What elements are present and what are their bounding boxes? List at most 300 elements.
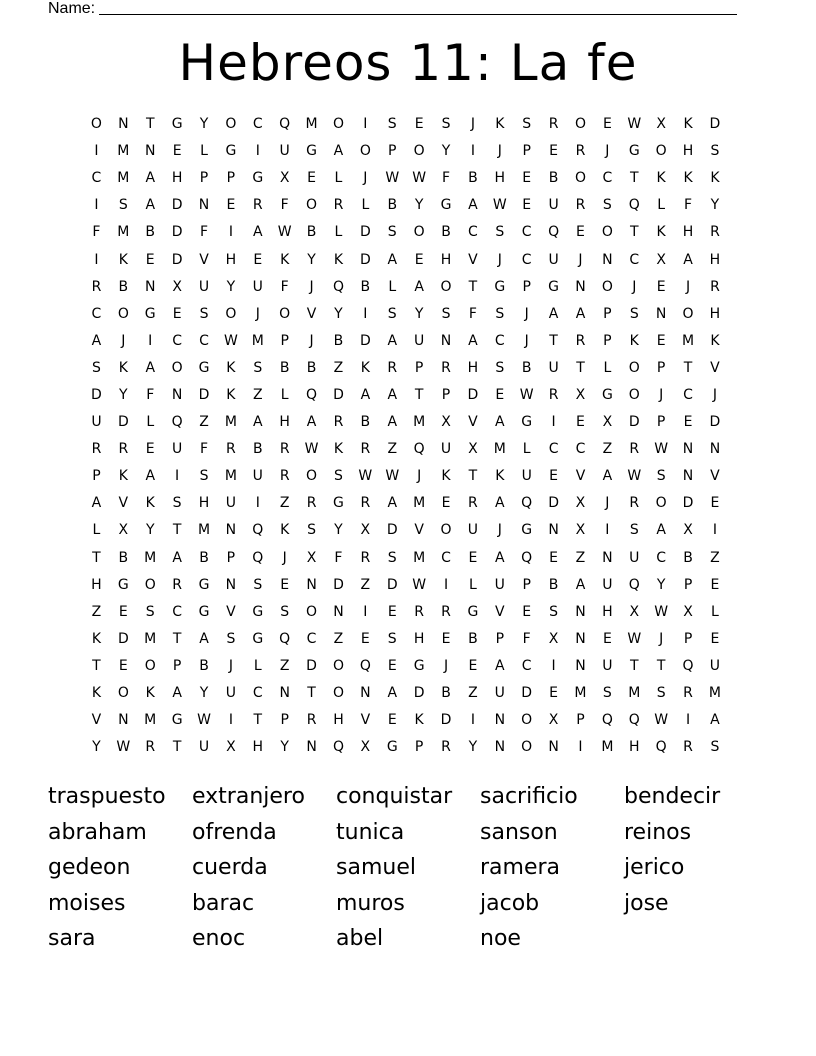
grid-letter: X xyxy=(683,603,693,620)
grid-letter: Y xyxy=(468,739,478,756)
grid-letter: Z xyxy=(387,441,398,458)
grid-letter: A xyxy=(172,685,182,702)
grid-letter: M xyxy=(224,414,237,431)
grid-letter: H xyxy=(252,739,264,756)
grid-letter: T xyxy=(307,685,316,702)
grid-letter: S xyxy=(145,603,155,620)
grid-letter: E xyxy=(387,657,397,674)
grid-row xyxy=(83,707,728,734)
grid-letter: V xyxy=(199,251,209,268)
grid-letter: K xyxy=(495,116,505,133)
word-list-item: sacrificio xyxy=(480,784,578,809)
grid-letter: J xyxy=(228,657,233,674)
grid-letter: Y xyxy=(441,143,451,160)
grid-letter: O xyxy=(171,359,183,376)
grid-letter: P xyxy=(92,468,101,485)
grid-letter: V xyxy=(710,359,720,376)
grid-letter: A xyxy=(199,630,209,647)
grid-letter: Z xyxy=(279,495,290,512)
grid-letter: B xyxy=(252,441,263,458)
grid-letter: S xyxy=(629,305,639,322)
grid-letter: R xyxy=(441,359,451,376)
word-list xyxy=(48,779,768,957)
grid-letter: N xyxy=(306,576,317,593)
grid-letter: B xyxy=(548,576,559,593)
grid-letter: O xyxy=(225,116,237,133)
grid-letter: D xyxy=(117,630,129,647)
grid-letter: B xyxy=(548,170,559,187)
grid-letter: X xyxy=(118,522,129,539)
word-list-item: noe xyxy=(480,926,521,951)
grid-letter: A xyxy=(253,414,263,431)
grid-letter: U xyxy=(252,468,263,485)
word-list-item: abraham xyxy=(48,819,147,845)
grid-letter: U xyxy=(548,251,559,268)
grid-row xyxy=(83,111,728,138)
grid-letter: W xyxy=(116,739,131,756)
grid-letter: M xyxy=(493,441,506,458)
grid-letter: F xyxy=(146,386,155,403)
grid-letter: J xyxy=(659,386,664,403)
grid-letter: C xyxy=(91,170,102,187)
grid-letter: Y xyxy=(119,386,128,403)
grid-letter: O xyxy=(144,576,156,593)
grid-letter: A xyxy=(495,495,505,512)
grid-letter: S xyxy=(307,522,317,539)
grid-letter: W xyxy=(197,712,211,729)
grid-letter: S xyxy=(495,359,505,376)
grid-letter: E xyxy=(441,630,451,647)
grid-letter: U xyxy=(602,576,613,593)
grid-letter: O xyxy=(332,685,344,702)
grid-letter: P xyxy=(441,386,451,403)
grid-letter: A xyxy=(387,251,398,268)
grid-letter: X xyxy=(575,386,586,403)
grid-letter: S xyxy=(199,305,209,322)
grid-letter: E xyxy=(172,305,182,322)
grid-letter: J xyxy=(309,332,314,349)
grid-letter: W xyxy=(654,603,669,620)
grid-letter: N xyxy=(360,685,371,702)
grid-letter: Y xyxy=(710,197,720,214)
grid-letter: Y xyxy=(414,197,424,214)
grid-letter: B xyxy=(306,224,317,241)
grid-letter: J xyxy=(524,332,529,349)
grid-letter: R xyxy=(548,116,559,133)
grid-letter: C xyxy=(441,549,451,566)
grid-letter: A xyxy=(495,657,505,674)
grid-letter: C xyxy=(199,332,209,349)
grid-letter: P xyxy=(576,712,585,729)
grid-letter: Z xyxy=(333,359,344,376)
grid-letter: E xyxy=(602,116,612,133)
grid-letter: U xyxy=(521,468,532,485)
grid-letter: D xyxy=(198,386,210,403)
grid-letter: U xyxy=(629,549,640,566)
grid-letter: S xyxy=(226,630,236,647)
grid-letter: G xyxy=(198,576,210,593)
grid-letter: S xyxy=(253,359,263,376)
grid-letter: P xyxy=(226,170,236,187)
grid-letter: U xyxy=(414,332,425,349)
grid-letter: J xyxy=(121,332,126,349)
grid-letter: I xyxy=(551,414,556,431)
word-list-item: reinos xyxy=(624,819,692,845)
grid-letter: E xyxy=(683,414,693,431)
grid-letter: R xyxy=(360,495,371,512)
grid-letter: T xyxy=(656,657,666,674)
grid-letter: T xyxy=(576,359,585,376)
grid-letter: E xyxy=(522,603,532,620)
grid-letter: M xyxy=(413,414,426,431)
grid-letter: N xyxy=(602,549,613,566)
grid-letter: R xyxy=(683,685,693,702)
grid-letter: N xyxy=(198,197,210,214)
grid-letter: R xyxy=(279,468,290,485)
grid-letter: O xyxy=(440,278,452,295)
grid-letter: C xyxy=(575,441,586,458)
grid-letter: U xyxy=(252,278,263,295)
grid-letter: M xyxy=(144,549,157,566)
word-list-item: gedeon xyxy=(48,855,131,880)
grid-letter: T xyxy=(683,359,693,376)
grid-letter: G xyxy=(333,495,344,512)
grid-letter: S xyxy=(387,116,397,133)
grid-letter: E xyxy=(602,630,612,647)
grid-row xyxy=(83,734,728,761)
grid-letter: S xyxy=(387,305,397,322)
grid-letter: A xyxy=(306,414,317,431)
word-list-item: jose xyxy=(624,890,669,916)
grid-letter: A xyxy=(387,685,398,702)
grid-letter: I xyxy=(712,522,717,539)
grid-letter: R xyxy=(172,576,182,593)
grid-letter: Y xyxy=(226,278,236,295)
grid-letter: E xyxy=(710,495,720,512)
grid-letter: W xyxy=(223,332,238,349)
grid-letter: I xyxy=(470,712,475,729)
grid-letter: Q xyxy=(359,657,371,674)
grid-letter: D xyxy=(359,251,371,268)
grid-letter: Z xyxy=(468,685,478,702)
grid-letter: B xyxy=(333,332,344,349)
grid-letter: W xyxy=(385,468,400,485)
grid-letter: H xyxy=(709,305,721,322)
grid-letter: U xyxy=(467,522,479,539)
grid-letter: B xyxy=(360,278,371,295)
grid-letter: Q xyxy=(521,495,533,512)
grid-letter: E xyxy=(414,251,424,268)
grid-letter: T xyxy=(629,170,639,187)
grid-row xyxy=(83,246,728,273)
grid-letter: E xyxy=(280,576,290,593)
grid-letter: Q xyxy=(601,712,613,729)
grid-letter: T xyxy=(92,657,101,674)
grid-letter: K xyxy=(226,386,236,403)
grid-letter: E xyxy=(710,630,720,647)
grid-letter: F xyxy=(468,305,477,322)
grid-letter: A xyxy=(91,332,102,349)
grid-letter: D xyxy=(386,576,398,593)
grid-letter: K xyxy=(280,251,290,268)
grid-letter: G xyxy=(548,278,560,295)
grid-letter: H xyxy=(440,251,452,268)
grid-letter: A xyxy=(575,576,586,593)
grid-row xyxy=(83,599,728,626)
grid-letter: P xyxy=(414,739,424,756)
grid-letter: P xyxy=(656,359,666,376)
grid-letter: H xyxy=(413,630,425,647)
grid-letter: N xyxy=(494,712,506,729)
grid-letter: N xyxy=(575,657,586,674)
grid-letter: D xyxy=(171,251,183,268)
grid-letter: W xyxy=(654,441,669,458)
grid-row xyxy=(83,436,728,463)
word-list-item: traspuesto xyxy=(48,784,166,809)
grid-letter: Q xyxy=(279,630,291,647)
grid-letter: R xyxy=(333,197,344,214)
grid-letter: T xyxy=(468,468,478,485)
grid-letter: R xyxy=(118,441,129,458)
grid-letter: Q xyxy=(548,224,560,241)
grid-letter: N xyxy=(682,441,694,458)
grid-letter: D xyxy=(467,386,479,403)
grid-letter: D xyxy=(521,685,533,702)
grid-letter: V xyxy=(306,305,317,322)
grid-letter: T xyxy=(629,224,639,241)
grid-letter: R xyxy=(306,712,317,729)
grid-letter: D xyxy=(171,224,183,241)
word-list-item: cuerda xyxy=(192,855,268,880)
grid-letter: L xyxy=(603,359,612,376)
grid-letter: G xyxy=(440,197,452,214)
grid-letter: H xyxy=(494,170,506,187)
grid-letter: V xyxy=(226,603,236,620)
grid-letter: V xyxy=(710,468,720,485)
grid-letter: S xyxy=(334,468,343,485)
grid-letter: H xyxy=(709,251,721,268)
grid-letter: R xyxy=(548,386,559,403)
grid-letter: W xyxy=(412,576,427,593)
grid-letter: L xyxy=(361,197,370,214)
grid-letter: G xyxy=(386,739,398,756)
grid-letter: X xyxy=(548,712,559,729)
grid-letter: Y xyxy=(145,522,155,539)
grid-letter: H xyxy=(602,603,613,620)
grid-letter: I xyxy=(175,468,180,485)
grid-letter: A xyxy=(575,305,586,322)
grid-letter: L xyxy=(253,657,262,674)
grid-letter: W xyxy=(627,468,642,485)
grid-letter: P xyxy=(280,332,289,349)
grid-letter: R xyxy=(414,603,424,620)
grid-letter: N xyxy=(709,441,721,458)
grid-letter: I xyxy=(363,305,368,322)
grid-letter: B xyxy=(360,414,371,431)
grid-letter: X xyxy=(629,603,640,620)
grid-letter: N xyxy=(494,739,506,756)
grid-letter: J xyxy=(443,657,449,674)
word-list-item: jerico xyxy=(624,855,685,880)
grid-letter: G xyxy=(252,603,264,620)
grid-letter: X xyxy=(441,414,451,431)
grid-letter: Q xyxy=(252,522,264,539)
grid-letter: S xyxy=(387,549,397,566)
grid-letter: O xyxy=(117,685,129,702)
grid-letter: J xyxy=(659,630,664,647)
grid-letter: T xyxy=(629,657,639,674)
grid-row xyxy=(83,219,728,246)
grid-letter: A xyxy=(495,414,505,431)
grid-letter: E xyxy=(549,143,559,160)
grid-letter: I xyxy=(94,251,99,268)
grid-letter: O xyxy=(306,197,318,214)
grid-letter: S xyxy=(522,116,532,133)
grid-letter: B xyxy=(441,685,451,702)
grid-letter: R xyxy=(279,441,290,458)
grid-letter: Y xyxy=(199,116,209,133)
grid-letter: Z xyxy=(333,630,344,647)
grid-letter: U xyxy=(494,576,505,593)
grid-letter: C xyxy=(656,549,667,566)
grid-letter: M xyxy=(144,712,157,729)
grid-letter: T xyxy=(468,278,478,295)
grid-letter: C xyxy=(494,332,505,349)
grid-letter: J xyxy=(497,143,502,160)
grid-letter: M xyxy=(708,685,721,702)
grid-letter: G xyxy=(601,386,613,403)
grid-letter: M xyxy=(117,224,130,241)
grid-letter: B xyxy=(199,657,209,674)
grid-letter: F xyxy=(92,224,101,241)
grid-letter: D xyxy=(386,522,398,539)
grid-letter: E xyxy=(495,386,505,403)
grid-letter: L xyxy=(146,414,155,431)
grid-letter: N xyxy=(440,332,452,349)
grid-letter: D xyxy=(709,116,721,133)
grid-letter: E xyxy=(226,197,236,214)
grid-letter: I xyxy=(363,603,368,620)
grid-row xyxy=(83,680,728,707)
grid-letter: D xyxy=(359,224,371,241)
grid-letter: K xyxy=(91,685,102,702)
grid-letter: V xyxy=(414,522,424,539)
grid-letter: A xyxy=(145,468,156,485)
word-list-item: moises xyxy=(48,890,126,916)
grid-row xyxy=(83,463,728,490)
grid-letter: D xyxy=(333,386,344,403)
grid-letter: Z xyxy=(199,414,209,431)
grid-letter: S xyxy=(495,305,505,322)
grid-letter: A xyxy=(145,170,156,187)
grid-letter: U xyxy=(602,657,613,674)
grid-letter: E xyxy=(549,685,559,702)
grid-letter: F xyxy=(199,224,209,241)
grid-letter: M xyxy=(117,170,130,187)
grid-letter: C xyxy=(252,116,263,133)
grid-letter: A xyxy=(387,386,398,403)
grid-letter: R xyxy=(710,278,720,295)
grid-letter: S xyxy=(495,224,505,241)
grid-letter: V xyxy=(575,468,586,485)
grid-letter: A xyxy=(683,251,693,268)
grid-letter: D xyxy=(413,685,425,702)
grid-letter: S xyxy=(199,468,209,485)
word-list-item: sara xyxy=(48,926,96,951)
word-list-item: bendecir xyxy=(624,784,721,809)
grid-letter: Y xyxy=(280,739,289,756)
grid-letter: S xyxy=(253,576,263,593)
grid-row xyxy=(83,355,728,382)
grid-letter: N xyxy=(602,251,613,268)
grid-letter: R xyxy=(306,495,317,512)
grid-letter: I xyxy=(228,224,233,241)
grid-letter: L xyxy=(522,441,531,458)
grid-letter: I xyxy=(470,143,475,160)
word-list-item: extranjero xyxy=(192,784,305,809)
grid-letter: S xyxy=(602,197,612,214)
grid-letter: D xyxy=(709,414,721,431)
grid-letter: K xyxy=(91,630,102,647)
grid-letter: T xyxy=(145,116,155,133)
grid-letter: A xyxy=(253,224,263,241)
grid-letter: C xyxy=(252,685,263,702)
grid-letter: S xyxy=(710,143,720,160)
grid-letter: S xyxy=(629,522,639,539)
grid-letter: S xyxy=(656,468,666,485)
grid-letter: O xyxy=(413,143,425,160)
grid-letter: U xyxy=(279,143,290,160)
grid-letter: R xyxy=(226,441,236,458)
grid-letter: E xyxy=(468,549,478,566)
grid-letter: I xyxy=(551,657,556,674)
grid-letter: C xyxy=(468,224,478,241)
grid-letter: H xyxy=(171,170,183,187)
grid-letter: N xyxy=(118,712,129,729)
grid-letter: U xyxy=(225,685,237,702)
grid-letter: I xyxy=(228,712,233,729)
grid-letter: J xyxy=(497,522,502,539)
grid-letter: E xyxy=(307,170,316,187)
grid-letter: G xyxy=(171,116,183,133)
grid-letter: F xyxy=(522,630,531,647)
grid-letter: U xyxy=(171,441,183,458)
word-list-item: samuel xyxy=(336,855,416,880)
grid-letter: K xyxy=(629,332,639,349)
grid-letter: E xyxy=(549,468,559,485)
grid-letter: O xyxy=(413,224,425,241)
grid-letter: B xyxy=(118,278,129,295)
grid-letter: G xyxy=(144,305,156,322)
grid-letter: A xyxy=(172,549,182,566)
grid-letter: O xyxy=(655,495,667,512)
grid-letter: X xyxy=(548,630,559,647)
grid-letter: U xyxy=(548,359,559,376)
grid-letter: E xyxy=(441,495,451,512)
grid-letter: O xyxy=(332,116,344,133)
grid-letter: I xyxy=(685,712,691,729)
grid-letter: J xyxy=(578,251,583,268)
grid-letter: N xyxy=(333,603,344,620)
grid-letter: Z xyxy=(710,549,720,566)
grid-letter: R xyxy=(360,441,371,458)
grid-letter: D xyxy=(628,414,640,431)
grid-letter: U xyxy=(225,495,237,512)
word-list-item: abel xyxy=(336,926,384,951)
grid-letter: Q xyxy=(332,278,344,295)
grid-letter: X xyxy=(575,522,586,539)
grid-letter: P xyxy=(522,278,531,295)
